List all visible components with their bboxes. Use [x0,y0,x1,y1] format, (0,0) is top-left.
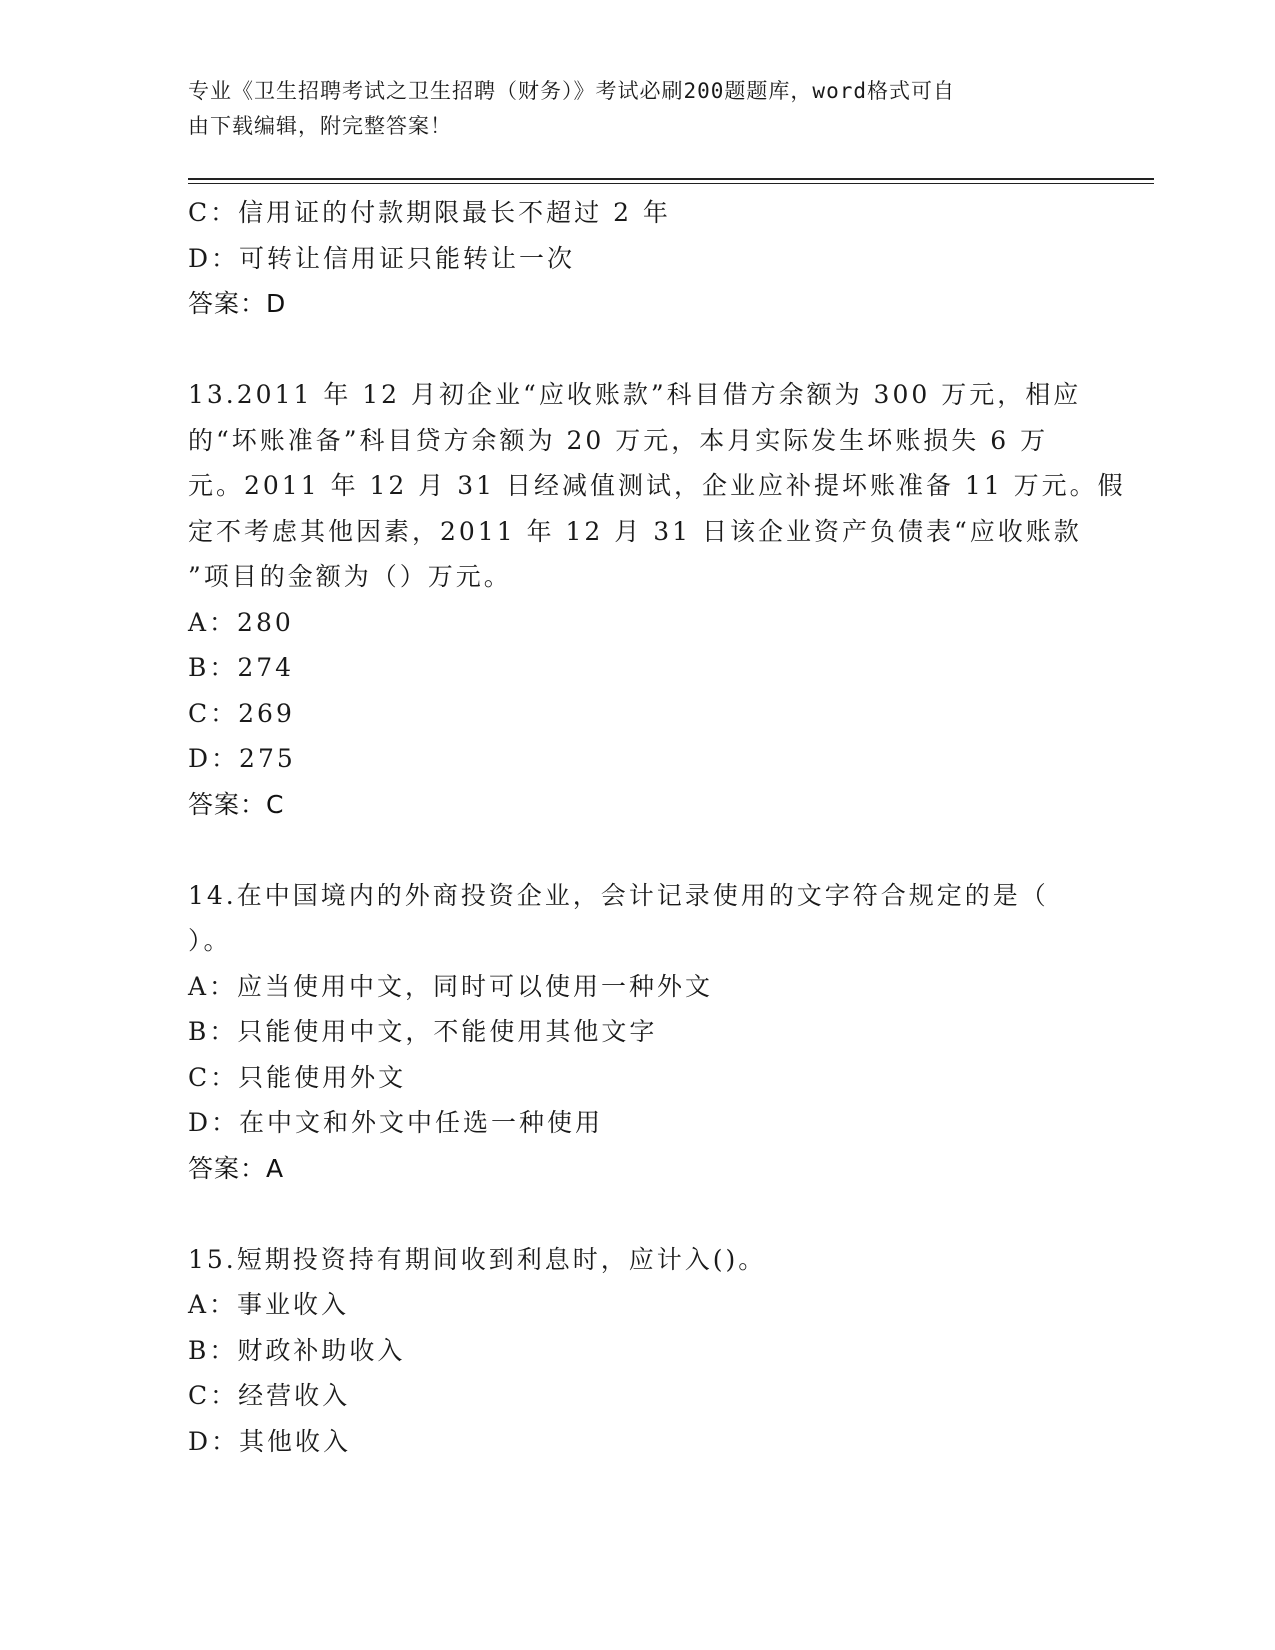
option-a: A：应当使用中文，同时可以使用一种外文 [188,971,714,1001]
option-c: C：只能使用外文 [188,1062,407,1092]
option-d: D：可转让信用证只能转让一次 [188,243,576,273]
page-header [188,74,1068,144]
option-d: D：其他收入 [188,1426,352,1456]
option-b: B：财政补助收入 [188,1335,406,1365]
question-content [188,190,1126,1464]
question-13 [188,372,1126,827]
question-14 [188,873,1088,1192]
option-b: B：只能使用中文，不能使用其他文字 [188,1017,658,1046]
option-c: C：269 [188,698,295,728]
question-12 [188,190,1088,327]
option-c: C：信用证的付款期限最长不超过 2 年 [188,198,671,227]
option-d: D：在中文和外文中任选一种使用 [188,1108,604,1137]
question-stem-line: 13.2011 年 12 月初企业“应收账款”科目借方余额为 300 万元，相应 [188,380,1082,409]
option-a: A：事业收入 [188,1290,350,1319]
answer-label: 答案：C [188,789,285,819]
question-stem-line: 14.在中国境内的外商投资企业，会计记录使用的文字符合规定的是（ [188,880,1049,910]
question-stem-line: 元。2011 年 12 月 31 日经减值测试，企业应补提坏账准备 11 万元。假 [188,471,1126,500]
option-d: D：275 [188,744,296,773]
question-stem-line: 定不考虑其他因素，2011 年 12 月 31 日该企业资产负债表“应收账款 [188,516,1082,546]
question-stem-line: ”项目的金额为（）万元。 [188,562,512,591]
option-b: B：274 [188,653,295,682]
question-stem-line: ）。 [188,926,232,955]
question-stem-line: 的“坏账准备”科目贷方余额为 20 万元，本月实际发生坏账损失 6 万 [188,425,1049,455]
header-title-line-2: 由下载编辑，附完整答案！ [188,114,452,138]
answer-label: 答案：D [188,289,287,318]
option-c: C：经营收入 [188,1381,351,1410]
spacer [188,827,1088,873]
answer-label: 答案：A [188,1153,285,1183]
header-divider [188,178,1154,184]
question-15 [188,1237,1088,1465]
header-title-line-1: 专业《卫生招聘考试之卫生招聘（财务）》考试必刷200题题库，word格式可自 [188,79,955,103]
question-stem-line: 15.短期投资持有期间收到利息时，应计入()。 [188,1244,767,1274]
spacer [188,1191,1088,1237]
option-a: A：280 [188,607,294,637]
spacer [188,327,1088,373]
